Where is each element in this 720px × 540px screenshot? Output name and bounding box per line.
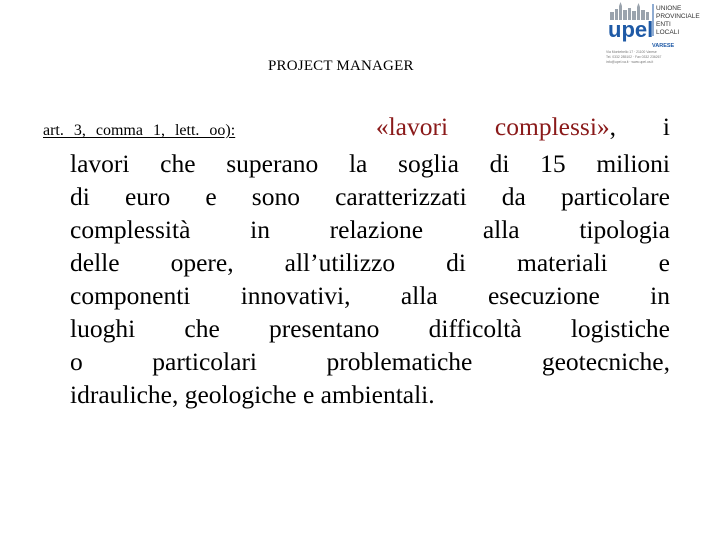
definition-line: o particolari problematiche geotecniche, xyxy=(70,347,670,376)
article-reference: art. 3, comma 1, lett. oo): xyxy=(43,122,236,139)
definition-line: luoghi che presentano difficoltà logistiche xyxy=(70,314,670,343)
logo-fine-print-2: Tel. 0332 285102 · Fax 0332 236267 xyxy=(606,55,662,59)
definition-line: delle opere, all’utilizzo di materiali e xyxy=(70,248,670,277)
definition-line: idrauliche, geologiche e ambientali. xyxy=(70,380,435,409)
logo-region: VARESE xyxy=(652,43,675,49)
definition-line: complessità in relazione alla tipologia xyxy=(70,215,670,244)
definition-line: lavori che superano la soglia di 15 milioni xyxy=(70,149,670,178)
logo-line-3: ENTI xyxy=(656,21,671,28)
definition-first-line xyxy=(43,110,670,147)
definition-line: di euro e sono caratterizzati da particolare xyxy=(70,182,670,211)
logo-line-1: UNIONE xyxy=(656,5,682,12)
upel-logo-graphic xyxy=(596,0,720,66)
definition-line: componenti innovativi, alla esecuzione in xyxy=(70,281,670,310)
term-suffix: , i xyxy=(609,112,670,141)
page-title: PROJECT MANAGER xyxy=(268,58,414,74)
defined-term: «lavori complessi» xyxy=(375,112,610,141)
logo-fine-print-1: Via Montebello 17 · 21100 Varese xyxy=(606,50,657,54)
logo-wordmark: upel xyxy=(608,17,654,42)
logo-fine-print-3: info@upel.va.it · www.upel.va.it xyxy=(606,60,654,64)
definition-paragraph xyxy=(43,110,670,411)
upel-logo xyxy=(596,0,720,66)
logo-line-4: LOCALI xyxy=(656,29,680,36)
logo-line-2: PROVINCIALE xyxy=(656,13,700,20)
